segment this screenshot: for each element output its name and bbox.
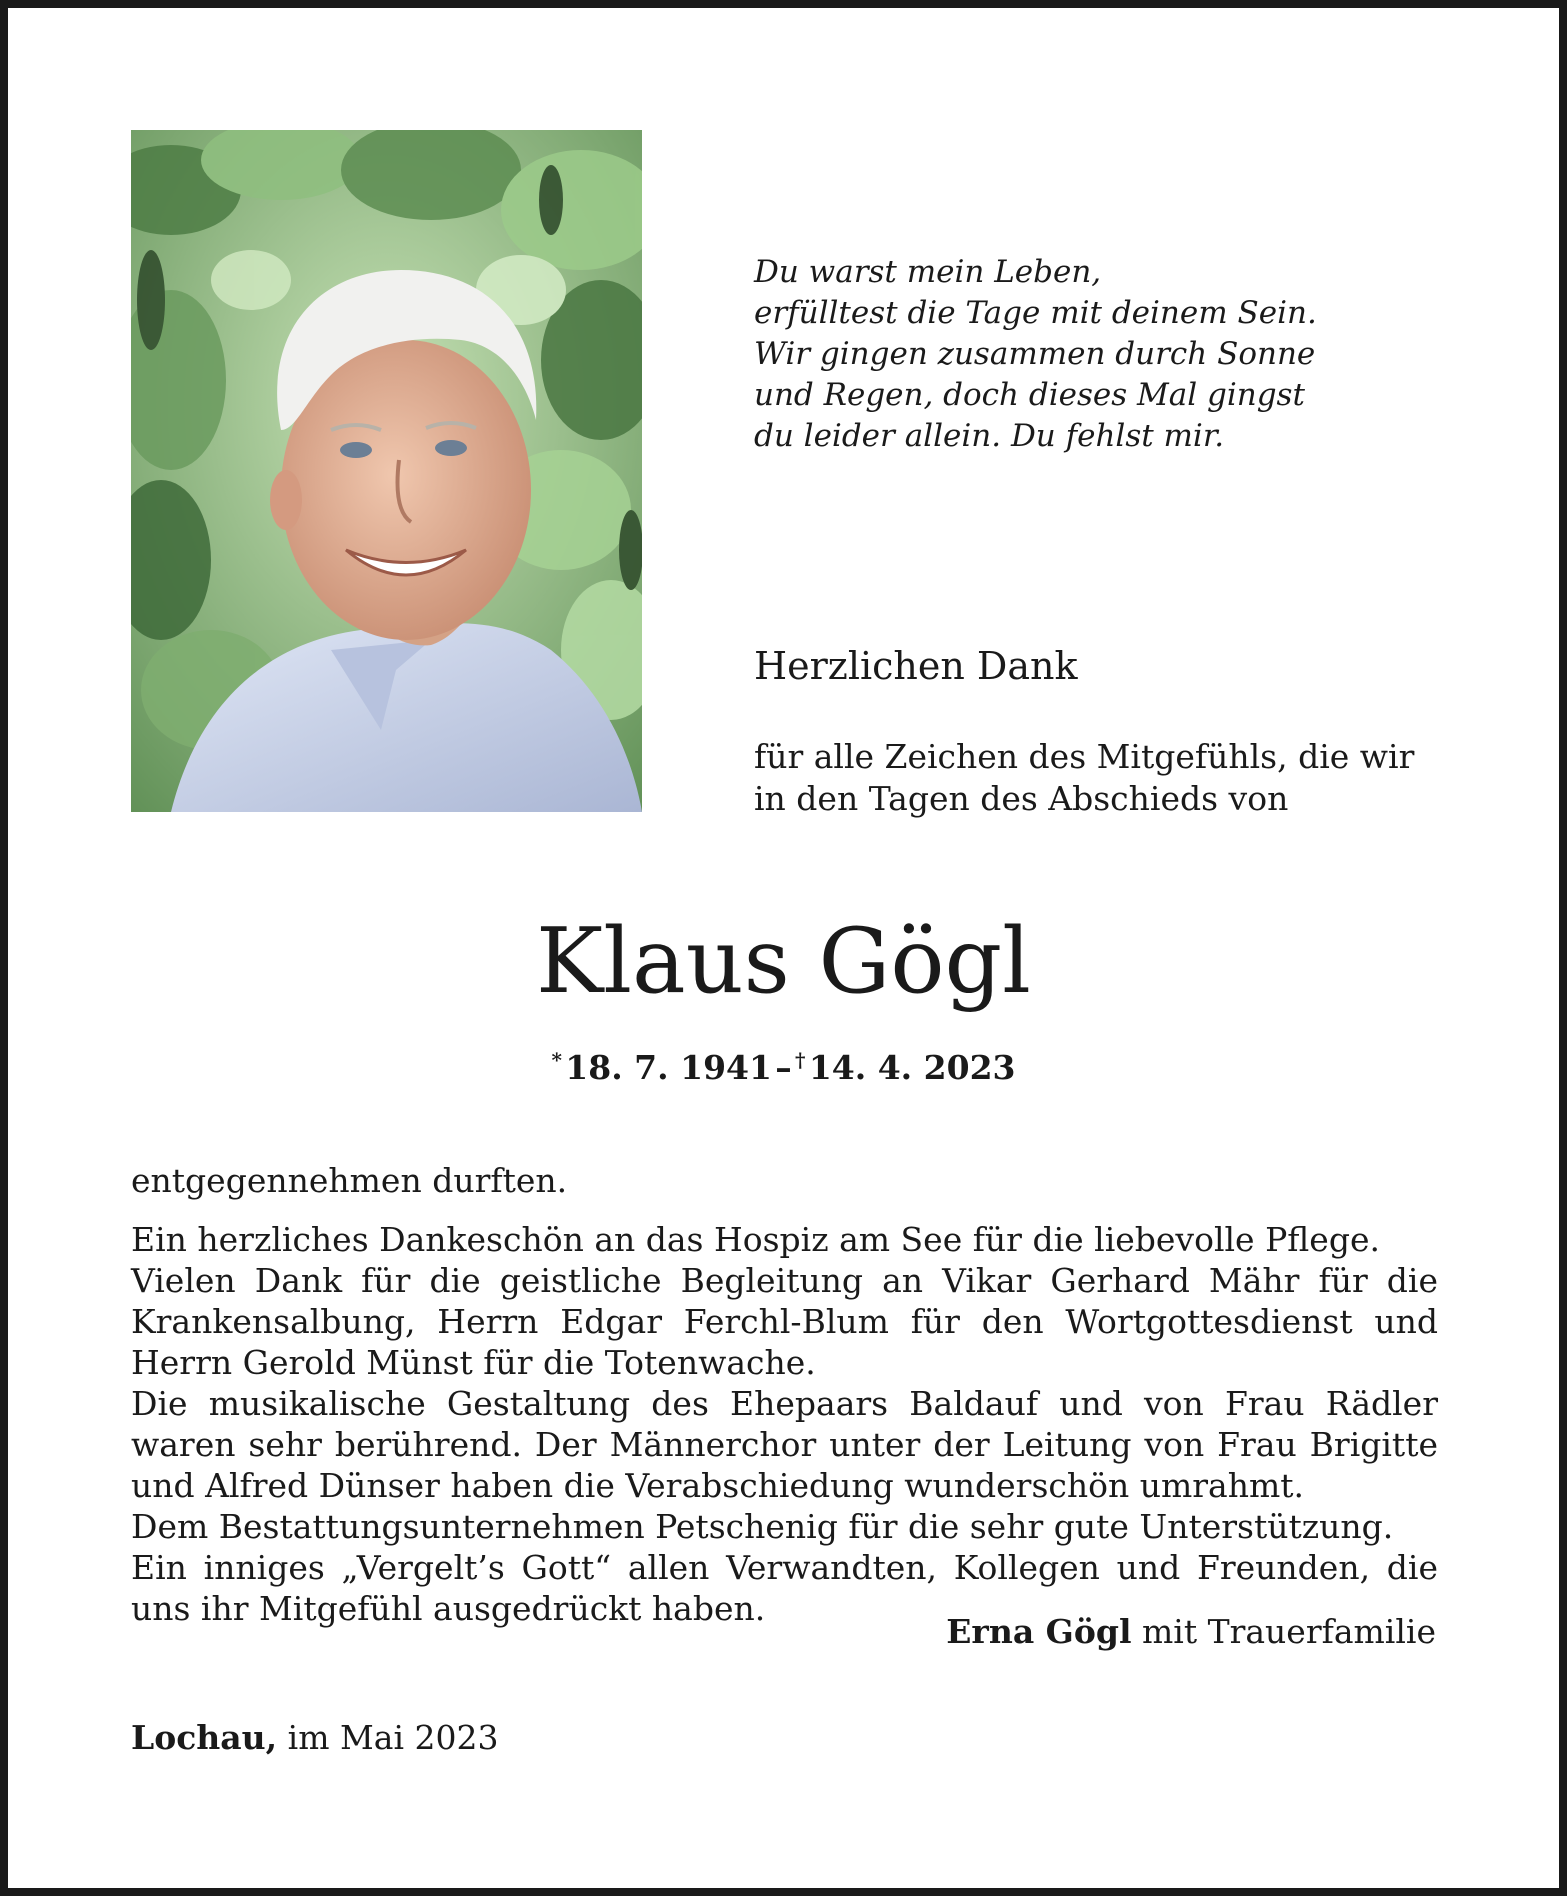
portrait-illustration: [131, 130, 642, 812]
poem-line: und Regen, doch dieses Mal gingst: [754, 377, 1305, 413]
death-symbol: †: [795, 1048, 806, 1072]
death-date: 14. 4. 2023: [808, 1048, 1016, 1087]
birth-date: 18. 7. 1941: [565, 1048, 772, 1087]
thanks-intro-line: in den Tagen des Abschieds von: [754, 779, 1289, 818]
date: im Mai 2023: [287, 1718, 499, 1757]
body-line: waren sehr berührend. Der Männerchor unter der Leitung von Frau Brigitte: [131, 1425, 1438, 1464]
body-line: Krankensalbung, Herrn Edgar Ferchl-Blum für den Wortgottesdienst und: [131, 1302, 1438, 1341]
poem-line: Du warst mein Leben,: [754, 254, 1102, 290]
poem-line: erfülltest die Tage mit deinem Sein.: [754, 295, 1317, 331]
body-line: und Alfred Dünser haben die Verabschiedung wunderschön umrahmt.: [131, 1466, 1305, 1505]
left-eye: [340, 442, 372, 458]
body-line: Die musikalische Gestaltung des Ehepaars Baldauf und von Frau Rädler: [131, 1384, 1438, 1423]
life-dates: [0, 1038, 1567, 1090]
right-eye: [435, 440, 467, 456]
place-date: [131, 1716, 499, 1760]
body-line: Dem Bestattungsunternehmen Petschenig für die sehr gute Unterstützung.: [131, 1507, 1394, 1546]
poem-line: Wir gingen zusammen durch Sonne: [754, 336, 1316, 372]
thanks-heading: Herzlichen Dank: [754, 644, 1078, 688]
birth-symbol: *: [551, 1048, 562, 1072]
place: Lochau,: [131, 1718, 278, 1757]
portrait-photo: [131, 130, 642, 812]
body-line: Herrn Gerold Münst für die Totenwache.: [131, 1343, 816, 1382]
signature-suffix: mit Trauerfamilie: [1142, 1612, 1436, 1651]
thanks-intro: [754, 736, 1414, 820]
body-line: Vielen Dank für die geistliche Begleitung an Vikar Gerhard Mähr für die: [131, 1261, 1438, 1300]
left-ear: [270, 470, 302, 530]
body-line: uns ihr Mitgefühl ausgedrückt haben.: [131, 1589, 766, 1628]
body-first-line: entgegennehmen durften.: [131, 1161, 568, 1200]
thanks-body: [131, 1160, 1438, 1629]
date-separator: –: [775, 1048, 792, 1087]
poem: [754, 252, 1494, 457]
signature: [946, 1610, 1436, 1654]
poem-line: du leider allein. Du fehlst mir.: [754, 418, 1225, 454]
deceased-name: Klaus Gögl: [536, 909, 1031, 1014]
body-line: Ein inniges „Vergelt’s Gott“ allen Verwandten, Kollegen und Freunden, die: [131, 1548, 1438, 1587]
signature-name: Erna Gögl: [946, 1612, 1132, 1651]
thanks-intro-line: für alle Zeichen des Mitgefühls, die wir: [754, 737, 1415, 776]
body-line: Ein herzliches Dankeschön an das Hospiz am See für die liebevolle Pflege.: [131, 1220, 1380, 1259]
